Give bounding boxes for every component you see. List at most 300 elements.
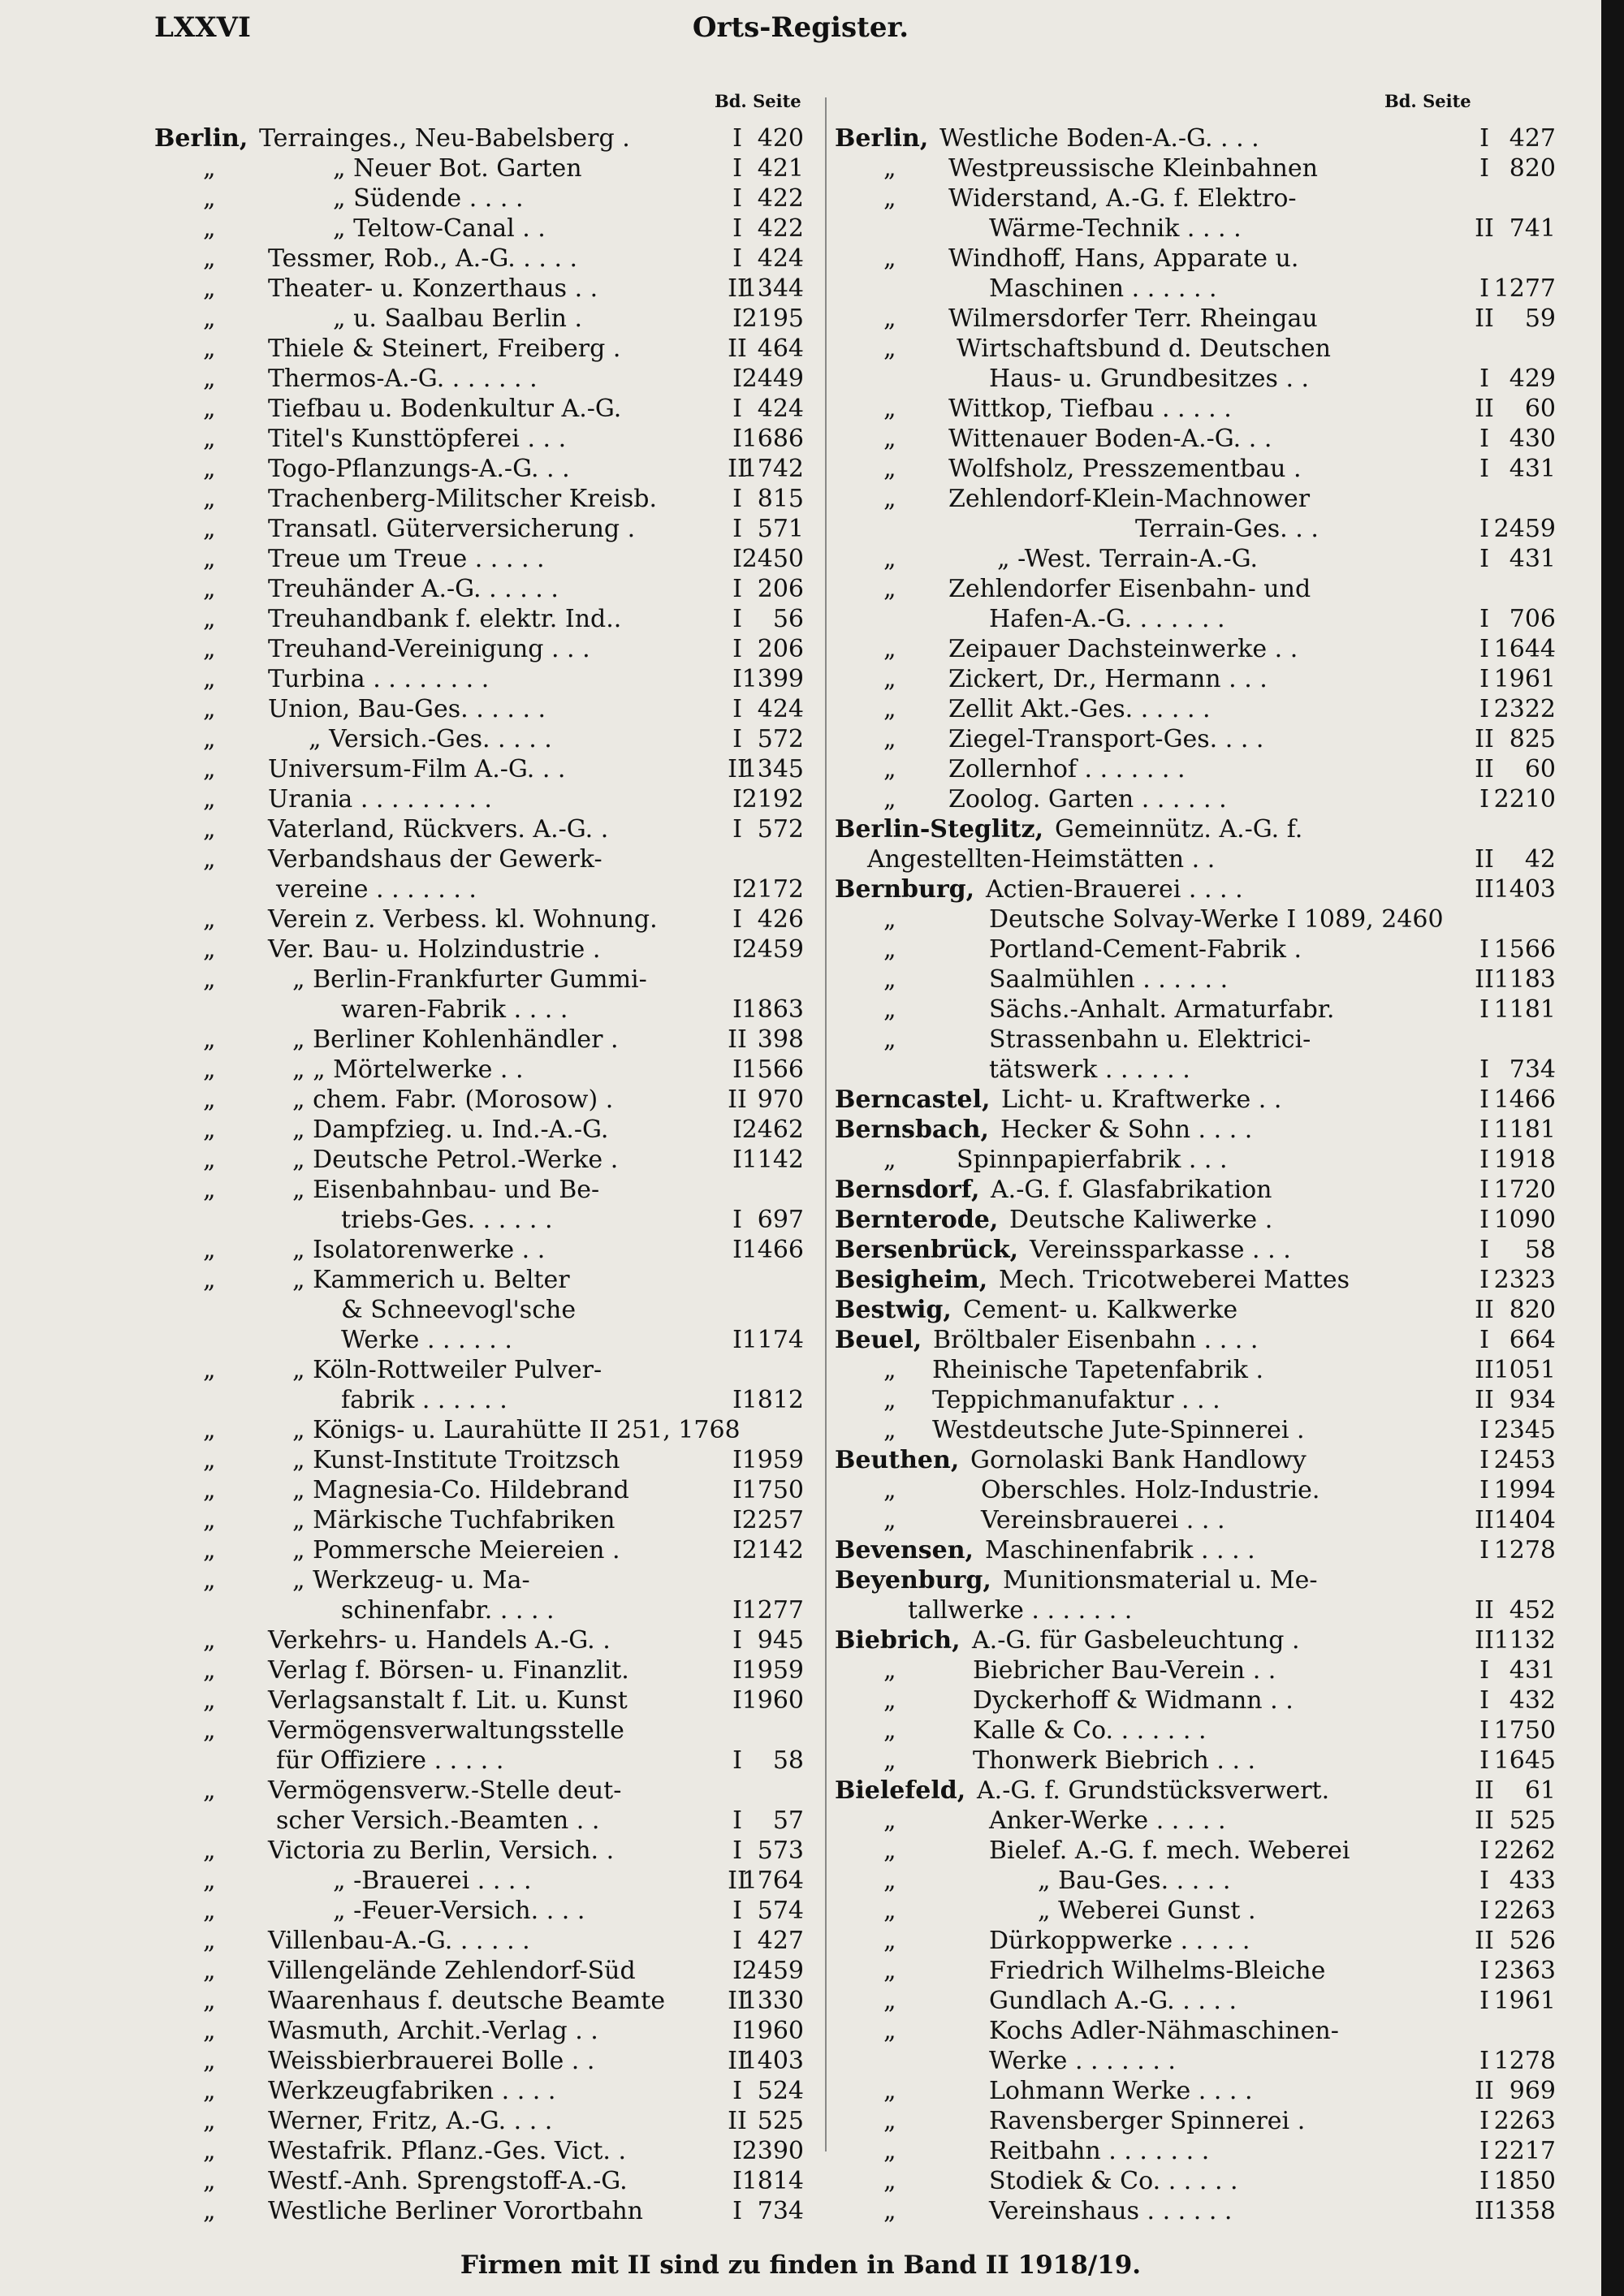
register-entry: [154, 1235, 820, 1265]
firm-name: Titel's Kunsttöpferei . . .: [268, 425, 567, 453]
firm-name: Zollernhof . . . . . . .: [948, 755, 1186, 783]
firm-name: „ -Brauerei . . . .: [333, 1867, 532, 1895]
page-reference: 2172: [741, 875, 804, 904]
register-entry: [835, 2136, 1556, 2166]
register-entry: [835, 1385, 1556, 1415]
firm-name: „ chem. Fabr. (Morosow) .: [292, 1085, 614, 1114]
register-entry: [835, 1956, 1556, 1986]
firm-name: Gundlach A.-G. . . . .: [989, 1987, 1237, 2015]
page-reference: 815: [757, 485, 804, 513]
page-reference: 424: [757, 244, 804, 273]
volume-number: I: [732, 1146, 742, 1174]
ditto-mark: „: [883, 304, 896, 333]
page-reference: 1994: [1493, 1476, 1556, 1504]
volume-number: I: [732, 244, 742, 273]
page-reference: 2345: [1493, 1416, 1556, 1444]
city-name: Beuthen,: [835, 1446, 960, 1474]
ditto-mark: „: [203, 1176, 216, 1204]
ditto-mark: „: [203, 1085, 216, 1114]
volume-number: I: [732, 1927, 742, 1955]
seite-label: Seite: [753, 91, 801, 111]
register-entry: [835, 1055, 1556, 1085]
register-entry: [835, 1535, 1556, 1565]
ditto-mark: „: [203, 515, 216, 543]
register-entry: [835, 394, 1556, 424]
firm-name: Stodiek & Co. . . . . .: [989, 2167, 1238, 2195]
ditto-mark: „: [203, 365, 216, 393]
firm-name: Vereinssparkasse . . .: [1030, 1236, 1291, 1264]
register-entry: [835, 604, 1556, 634]
page-reference: 60: [1524, 395, 1556, 423]
firm-name: „ Deutsche Petrol.-Werke .: [292, 1146, 619, 1174]
register-entry: [835, 514, 1556, 544]
firm-name: Vermögensverwaltungsstelle: [268, 1716, 624, 1745]
volume-number: I: [1479, 1055, 1489, 1084]
page-reference: 697: [757, 1206, 804, 1234]
ditto-mark: „: [883, 695, 896, 723]
volume-number: I: [732, 365, 742, 393]
page-reference: 2453: [1493, 1446, 1556, 1474]
register-entry: [835, 754, 1556, 784]
volume-number: I: [732, 425, 742, 453]
register-entry: [835, 544, 1556, 574]
firm-name: Westafrik. Pflanz.-Ges. Vict. .: [268, 2137, 627, 2165]
firm-name: Wärme-Technik . . . .: [989, 214, 1242, 243]
firm-name: Mech. Tricotweberei Mattes: [999, 1266, 1350, 1294]
volume-number: I: [1479, 1987, 1489, 2015]
volume-number: I: [732, 545, 742, 573]
ditto-mark: „: [203, 1836, 216, 1865]
register-entry: [154, 604, 820, 634]
firm-name: Gornolaski Bank Handlowy: [970, 1446, 1307, 1474]
volume-number: I: [732, 2167, 742, 2195]
page-reference: 1863: [741, 995, 804, 1024]
volume-number: I: [732, 2017, 742, 2045]
city-name: Beuel,: [835, 1326, 922, 1354]
volume-number: I: [1479, 154, 1489, 183]
firm-name: triebs-Ges. . . . . .: [341, 1206, 553, 1234]
ditto-mark: „: [203, 1716, 216, 1745]
page-reference: 525: [1509, 1806, 1556, 1835]
register-entry: [154, 334, 820, 364]
firm-name: Deutsche Solvay-Werke I 1089, 2460: [989, 905, 1444, 934]
volume-number: II: [728, 455, 747, 483]
ditto-mark: „: [203, 575, 216, 603]
firm-name: Reitbahn . . . . . . .: [989, 2137, 1210, 2165]
volume-number: I: [732, 1897, 742, 1925]
ditto-mark: „: [203, 1536, 216, 1564]
register-entry: [154, 1025, 820, 1055]
ditto-mark: „: [203, 395, 216, 423]
bd-label: Bd.: [715, 91, 747, 111]
register-entry: [154, 934, 820, 965]
ditto-mark: „: [203, 214, 216, 243]
firm-name: vereine . . . . . . .: [276, 875, 477, 904]
ditto-mark: „: [203, 1566, 216, 1595]
page-reference: 1960: [741, 2017, 804, 2045]
firm-name: Wirtschaftsbund d. Deutschen: [957, 334, 1331, 363]
firm-name: „ Berliner Kohlenhändler .: [292, 1025, 619, 1054]
page-reference: 2195: [741, 304, 804, 333]
ditto-mark: „: [883, 935, 896, 964]
ditto-mark: „: [203, 815, 216, 844]
register-entry: [835, 1836, 1556, 1866]
firm-name: „ Neuer Bot. Garten: [333, 154, 582, 183]
ditto-mark: „: [883, 1146, 896, 1174]
register-entry: [154, 995, 820, 1025]
page-reference: 1090: [1493, 1206, 1556, 1234]
register-entry: [835, 934, 1556, 965]
ditto-mark: „: [203, 965, 216, 994]
page-reference: 1183: [1493, 965, 1556, 994]
firm-name: Bielef. A.-G. f. mech. Weberei: [989, 1836, 1350, 1865]
register-entry: [154, 1625, 820, 1655]
right-column: [835, 123, 1556, 2226]
ditto-mark: „: [203, 1476, 216, 1504]
volume-number: II: [1475, 845, 1494, 874]
firm-name: „ Bau-Ges. . . . .: [1038, 1867, 1231, 1895]
city-name: Bernterode,: [835, 1206, 999, 1234]
volume-number: I: [1479, 1085, 1489, 1114]
volume-number: I: [732, 1596, 742, 1625]
firm-name: A.-G. f. Glasfabrikation: [991, 1176, 1272, 1204]
register-entry: [154, 1145, 820, 1175]
scan-edge: [1601, 0, 1624, 2296]
register-entry: [835, 1866, 1556, 1896]
firm-name: Westf.-Anh. Sprengstoff-A.-G.: [268, 2167, 628, 2195]
volume-number: I: [1479, 1536, 1489, 1564]
ditto-mark: „: [883, 395, 896, 423]
ditto-mark: „: [883, 184, 896, 213]
volume-number: I: [1479, 665, 1489, 693]
page-reference: 1961: [1493, 665, 1556, 693]
register-entry: [835, 1025, 1556, 1055]
firm-name: tätswerk . . . . . .: [989, 1055, 1190, 1084]
firm-name: „ Weberei Gunst .: [1038, 1897, 1256, 1925]
firm-name: „ Pommersche Meiereien .: [292, 1536, 620, 1564]
page-reference: 57: [772, 1806, 804, 1835]
page-reference: 2390: [741, 2137, 804, 2165]
page-reference: 1850: [1493, 2167, 1556, 2195]
volume-number: I: [732, 905, 742, 934]
register-entry: [154, 1175, 820, 1205]
volume-number: I: [732, 154, 742, 183]
firm-name: Werke . . . . . . .: [989, 2047, 1176, 2075]
volume-number: I: [1479, 1146, 1489, 1174]
register-entry: [835, 1355, 1556, 1385]
page-reference: 1960: [741, 1686, 804, 1715]
register-entry: [154, 1205, 820, 1235]
city-name: Bielefeld,: [835, 1776, 966, 1805]
page-reference: 1566: [741, 1055, 804, 1084]
page-reference: 734: [1509, 1055, 1556, 1084]
register-entry: [835, 1145, 1556, 1175]
ditto-mark: „: [883, 2137, 896, 2165]
register-entry: [835, 1776, 1556, 1806]
ditto-mark: „: [883, 665, 896, 693]
register-entry: [154, 2016, 820, 2046]
ditto-mark: „: [203, 1656, 216, 1685]
city-name: Besigheim,: [835, 1266, 988, 1294]
ditto-mark: „: [883, 965, 896, 994]
page-number: LXXVI: [154, 11, 251, 44]
city-name: Berlin-Steglitz,: [835, 815, 1044, 844]
register-entry: [154, 2046, 820, 2076]
register-entry: [154, 1475, 820, 1505]
page-reference: 1961: [1493, 1987, 1556, 2015]
volume-number: II: [1475, 965, 1494, 994]
firm-name: Tessmer, Rob., A.-G. . . . .: [268, 244, 578, 273]
ditto-mark: „: [203, 244, 216, 273]
volume-number: II: [1475, 395, 1494, 423]
register-entry: [154, 364, 820, 394]
volume-number: I: [1479, 1656, 1489, 1685]
ditto-mark: „: [883, 1867, 896, 1895]
volume-number: I: [732, 695, 742, 723]
register-entry: [154, 724, 820, 754]
page-reference: 970: [757, 1085, 804, 1114]
volume-number: I: [1479, 124, 1489, 153]
page-reference: 1918: [1493, 1146, 1556, 1174]
firm-name: Zehlendorf-Klein-Machnower: [948, 485, 1311, 513]
page-reference: 424: [757, 695, 804, 723]
firm-name: Munitionsmaterial u. Me-: [1003, 1566, 1318, 1595]
page-reference: 427: [757, 1927, 804, 1955]
register-entry: [154, 424, 820, 454]
register-entry: [154, 1355, 820, 1385]
footer-note: Firmen mit II sind zu finden in Band II 1918/19.: [460, 2251, 1142, 2280]
register-entry: [154, 484, 820, 514]
page-reference: 825: [1509, 725, 1556, 753]
register-entry: [835, 1505, 1556, 1535]
page-reference: 429: [1509, 365, 1556, 393]
volume-number: I: [732, 1626, 742, 1655]
register-entry: [835, 424, 1556, 454]
firm-name: Werke . . . . . .: [341, 1326, 512, 1354]
firm-name: Gemeinnütz. A.-G. f.: [1055, 815, 1303, 844]
register-entry: [835, 2166, 1556, 2196]
ditto-mark: „: [883, 2167, 896, 2195]
register-entry: [154, 1866, 820, 1896]
ditto-mark: „: [883, 1386, 896, 1414]
ditto-mark: „: [883, 1025, 896, 1054]
city-name: Bernsdorf,: [835, 1176, 980, 1204]
register-entry: [154, 784, 820, 814]
register-entry: [154, 1595, 820, 1625]
register-entry: [154, 2136, 820, 2166]
volume-number: I: [732, 1446, 742, 1474]
left-column-header: [715, 91, 801, 111]
volume-number: I: [732, 515, 742, 543]
page-reference: 58: [772, 1746, 804, 1775]
firm-name: Theater- u. Konzerthaus . .: [268, 274, 598, 303]
right-column-header: [1384, 91, 1471, 111]
volume-number: II: [1475, 214, 1494, 243]
page-reference: 2263: [1493, 1897, 1556, 1925]
register-entry: [154, 123, 820, 153]
page-reference: 741: [1509, 214, 1556, 243]
register-entry: [835, 1445, 1556, 1475]
volume-number: I: [1479, 1266, 1489, 1294]
ditto-mark: „: [883, 1356, 896, 1384]
volume-number: I: [1479, 1446, 1489, 1474]
volume-number: I: [732, 1746, 742, 1775]
ditto-mark: „: [883, 2077, 896, 2105]
register-entry: [835, 904, 1556, 934]
page-reference: 734: [757, 2197, 804, 2225]
page-reference: 398: [757, 1025, 804, 1054]
city-name: Biebrich,: [835, 1626, 961, 1655]
volume-number: II: [1475, 1806, 1494, 1835]
city-name: Berlin,: [835, 124, 929, 153]
page-reference: 2459: [1493, 515, 1556, 543]
seite-label: Seite: [1423, 91, 1471, 111]
page-reference: 58: [1524, 1236, 1556, 1264]
volume-number: II: [728, 1867, 747, 1895]
page-reference: 1566: [1493, 935, 1556, 964]
firm-name: Portland-Cement-Fabrik .: [989, 935, 1302, 964]
volume-number: I: [732, 1957, 742, 1985]
ditto-mark: „: [203, 1146, 216, 1174]
firm-name: Thermos-A.-G. . . . . . .: [268, 365, 538, 393]
register-entry: [154, 1565, 820, 1595]
firm-name: Werkzeugfabriken . . . .: [268, 2077, 556, 2105]
page-reference: 1278: [1493, 1536, 1556, 1564]
ditto-mark: „: [203, 1987, 216, 2015]
page-reference: 820: [1509, 1296, 1556, 1324]
volume-number: II: [1475, 1506, 1494, 1534]
left-column: [154, 123, 820, 2226]
ditto-mark: „: [203, 2137, 216, 2165]
ditto-mark: „: [883, 1746, 896, 1775]
firm-name: Westliche Berliner Vorortbahn: [268, 2197, 643, 2225]
page-reference: 426: [757, 905, 804, 934]
firm-name: Licht- u. Kraftwerke . .: [1001, 1085, 1282, 1114]
page-reference: 42: [1524, 845, 1556, 874]
register-entry: [154, 1505, 820, 1535]
page-reference: 1466: [1493, 1085, 1556, 1114]
volume-number: I: [1479, 1116, 1489, 1144]
ditto-mark: „: [883, 1656, 896, 1685]
ditto-mark: „: [203, 545, 216, 573]
firm-name: „ Kammerich u. Belter: [292, 1266, 570, 1294]
register-entry: [835, 2046, 1556, 2076]
ditto-mark: „: [203, 905, 216, 934]
register-entry: [154, 2076, 820, 2106]
firm-name: „ Dampfzieg. u. Ind.-A.-G.: [292, 1116, 609, 1144]
volume-number: II: [728, 334, 747, 363]
firm-name: Waarenhaus f. deutsche Beamte: [268, 1987, 666, 2015]
firm-name: tallwerke . . . . . . .: [908, 1596, 1133, 1625]
volume-number: I: [1479, 1836, 1489, 1865]
page-reference: 1399: [741, 665, 804, 693]
page-reference: 424: [757, 395, 804, 423]
volume-number: II: [728, 2047, 747, 2075]
page-title: Orts-Register.: [692, 11, 909, 44]
firm-name: A.-G. für Gasbeleuchtung .: [972, 1626, 1300, 1655]
register-entry: [835, 1265, 1556, 1295]
city-name: Bevensen,: [835, 1536, 974, 1564]
page-reference: 1750: [741, 1476, 804, 1504]
volume-number: I: [1479, 1206, 1489, 1234]
firm-name: Zoolog. Garten . . . . . .: [948, 785, 1227, 814]
city-name: Berlin,: [154, 124, 248, 153]
register-entry: [835, 965, 1556, 995]
volume-number: II: [1475, 1296, 1494, 1324]
firm-name: „ „ Mörtelwerke . .: [292, 1055, 524, 1084]
firm-name: Ziegel-Transport-Ges. . . .: [948, 725, 1264, 753]
ditto-mark: „: [203, 1446, 216, 1474]
page-reference: 664: [1509, 1326, 1556, 1354]
firm-name: Wasmuth, Archit.-Verlag . .: [268, 2017, 598, 2045]
page-reference: 1645: [1493, 1746, 1556, 1775]
volume-number: I: [732, 1536, 742, 1564]
ditto-mark: „: [203, 1506, 216, 1534]
register-entry: [154, 274, 820, 304]
register-entry: [154, 1806, 820, 1836]
ditto-mark: „: [883, 575, 896, 603]
register-entry: [154, 1085, 820, 1115]
volume-number: I: [732, 575, 742, 603]
ditto-mark: „: [883, 1836, 896, 1865]
volume-number: I: [732, 1206, 742, 1234]
volume-number: I: [732, 2077, 742, 2105]
volume-number: I: [1479, 545, 1489, 573]
firm-name: Kalle & Co. . . . . . .: [973, 1716, 1207, 1745]
firm-name: „ Berlin-Frankfurter Gummi-: [292, 965, 647, 994]
ditto-mark: „: [883, 1506, 896, 1534]
page-reference: 2323: [1493, 1266, 1556, 1294]
register-entry: [835, 784, 1556, 814]
firm-name: Thiele & Steinert, Freiberg .: [268, 334, 621, 363]
firm-name: A.-G. f. Grundstücksverwert.: [977, 1776, 1330, 1805]
firm-name: Maschinen . . . . . .: [989, 274, 1217, 303]
register-entry: [154, 153, 820, 183]
page-reference: 572: [757, 815, 804, 844]
volume-number: II: [1475, 1776, 1494, 1805]
register-entry: [835, 183, 1556, 214]
firm-name: Tiefbau u. Bodenkultur A.-G.: [268, 395, 622, 423]
firm-name: Widerstand, A.-G. f. Elektro-: [948, 184, 1297, 213]
register-entry: [154, 694, 820, 724]
ditto-mark: „: [883, 1686, 896, 1715]
register-entry: [835, 1175, 1556, 1205]
volume-number: I: [732, 1806, 742, 1835]
register-entry: [835, 1716, 1556, 1746]
firm-name: Vereinsbrauerei . . .: [981, 1506, 1225, 1534]
page-reference: 1686: [741, 425, 804, 453]
volume-number: I: [1479, 515, 1489, 543]
ditto-mark: „: [203, 485, 216, 513]
page-reference: 1644: [1493, 635, 1556, 663]
ditto-mark: „: [203, 1776, 216, 1805]
volume-number: I: [1479, 1326, 1489, 1354]
register-entry: [835, 1325, 1556, 1355]
page-reference: 464: [757, 334, 804, 363]
page-reference: 421: [757, 154, 804, 183]
firm-name: Verein z. Verbess. kl. Wohnung.: [268, 905, 658, 934]
register-entry: [154, 454, 820, 484]
page-reference: 1345: [741, 755, 804, 783]
page-reference: 1181: [1493, 995, 1556, 1024]
volume-number: II: [1475, 2077, 1494, 2105]
volume-number: I: [732, 1116, 742, 1144]
firm-name: Teppichmanufaktur . . .: [932, 1386, 1220, 1414]
city-name: Bersenbrück,: [835, 1236, 1019, 1264]
firm-name: Union, Bau-Ges. . . . . .: [268, 695, 546, 723]
page-reference: 1277: [1493, 274, 1556, 303]
firm-name: Vermögensverw.-Stelle deut-: [268, 1776, 622, 1805]
